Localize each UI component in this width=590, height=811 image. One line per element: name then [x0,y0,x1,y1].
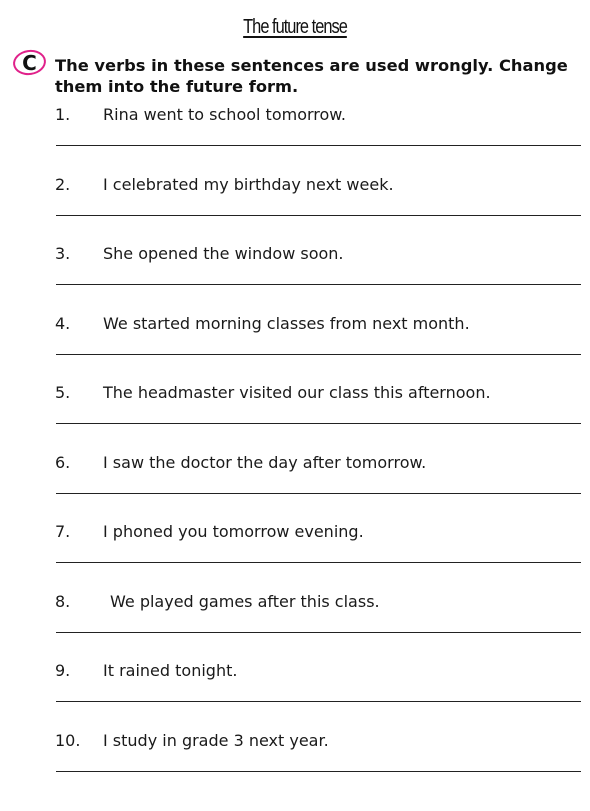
item-number: 2. [55,175,71,194]
item-number: 9. [55,661,71,680]
item-sentence: I study in grade 3 next year. [103,731,329,750]
exercise-badge [11,48,47,77]
item-sentence: I celebrated my birthday next week. [103,175,394,194]
item-number: 1. [55,105,71,124]
item-sentence: We started morning classes from next month. [103,314,470,333]
answer-line[interactable] [56,562,581,563]
exercise-item [0,731,590,801]
exercise-badge-letter: C [22,50,37,75]
exercise-item [0,453,590,523]
answer-line[interactable] [56,423,581,424]
answer-line[interactable] [56,493,581,494]
item-number: 5. [55,383,71,402]
exercise-item [0,592,590,662]
exercise-item [0,383,590,453]
exercise-item [0,314,590,384]
answer-line[interactable] [56,215,581,216]
exercise-item [0,105,590,175]
answer-line[interactable] [56,701,581,702]
answer-line[interactable] [56,354,581,355]
item-sentence: She opened the window soon. [103,244,344,263]
item-sentence: I phoned you tomorrow evening. [103,522,364,541]
exercise-item [0,522,590,592]
item-sentence: It rained tonight. [103,661,238,680]
item-number: 3. [55,244,71,263]
item-sentence: The headmaster visited our class this afternoon. [103,383,491,402]
item-sentence: I saw the doctor the day after tomorrow. [103,453,427,472]
item-number: 8. [55,592,71,611]
item-sentence: Rina went to school tomorrow. [103,105,347,124]
exercise-item [0,175,590,245]
item-number: 6. [55,453,71,472]
item-number: 10. [55,731,81,750]
exercise-item [0,244,590,314]
item-sentence: We played games after this class. [110,592,380,611]
item-number: 7. [55,522,71,541]
answer-line[interactable] [56,771,581,772]
answer-line[interactable] [56,284,581,285]
exercise-instructions: The verbs in these sentences are used wrongly. Change them into the future form. [55,56,568,96]
page-title: The future tense [243,16,347,38]
answer-line[interactable] [56,145,581,146]
answer-line[interactable] [56,632,581,633]
exercise-item [0,661,590,731]
item-number: 4. [55,314,71,333]
